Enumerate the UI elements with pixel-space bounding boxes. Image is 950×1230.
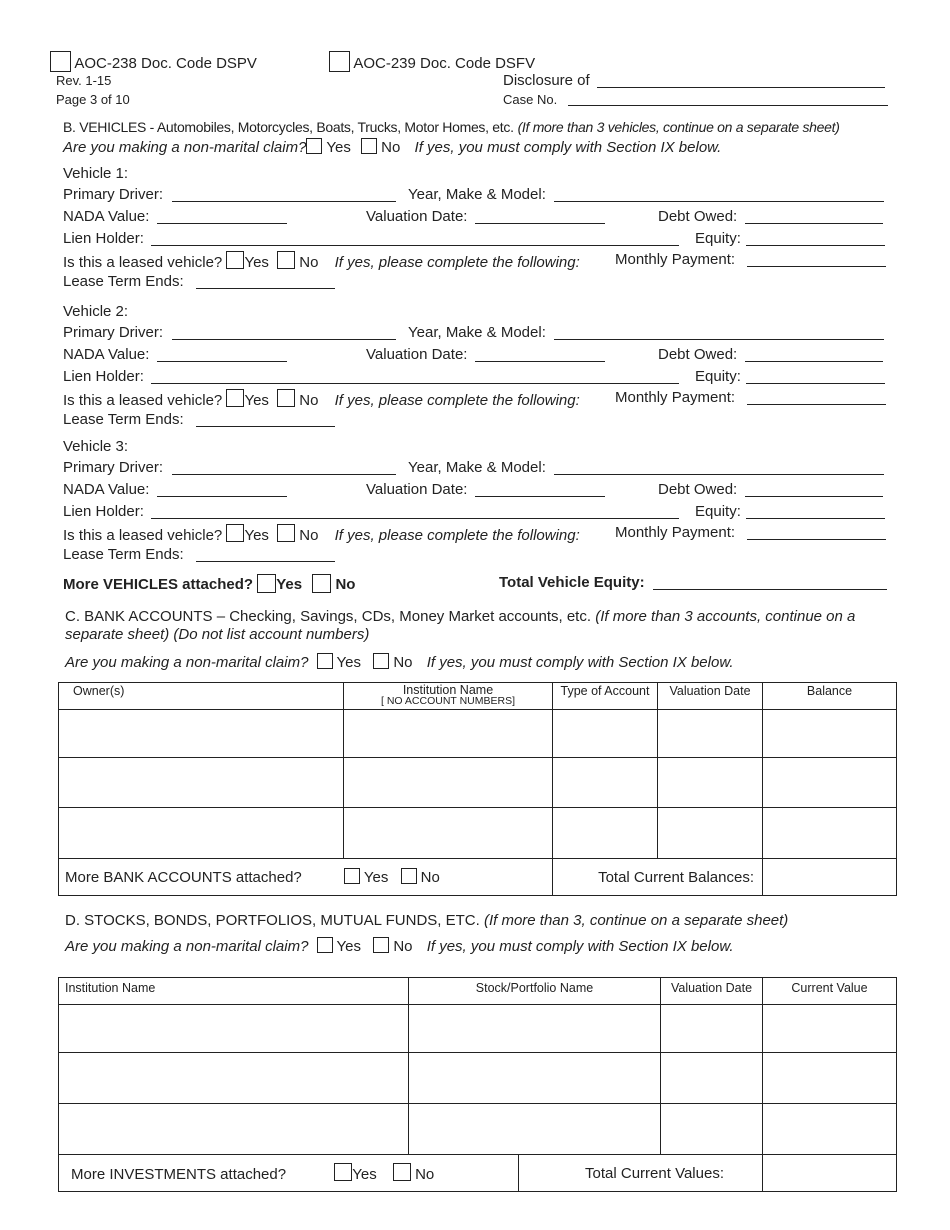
stocks-col-current-value: Current Value bbox=[763, 978, 897, 1005]
leased-yes-label: Yes bbox=[244, 392, 269, 409]
bank-cell[interactable] bbox=[344, 710, 553, 758]
stocks-cell[interactable] bbox=[59, 1005, 409, 1053]
stocks-footer-table bbox=[58, 1154, 897, 1192]
stocks-header-row bbox=[59, 978, 897, 1005]
bank-cell[interactable] bbox=[553, 808, 658, 859]
bank-claim-yes-label: Yes bbox=[336, 654, 361, 671]
form-aoc239 bbox=[329, 51, 535, 72]
leased-no-checkbox[interactable] bbox=[277, 389, 295, 407]
lease-term-ends-label: Lease Term Ends: bbox=[63, 411, 184, 428]
bank-cell[interactable] bbox=[59, 710, 344, 758]
primary-driver-field[interactable] bbox=[172, 474, 396, 475]
bank-cell[interactable] bbox=[553, 710, 658, 758]
form-aoc238-checkbox[interactable] bbox=[50, 51, 71, 72]
debt-owed-field[interactable] bbox=[745, 496, 883, 497]
bank-cell[interactable] bbox=[763, 758, 897, 808]
equity-field[interactable] bbox=[746, 245, 885, 246]
year-make-model-field[interactable] bbox=[554, 474, 884, 475]
bank-claim-no-label: No bbox=[393, 654, 413, 671]
vehicles-heading bbox=[63, 119, 840, 135]
form-aoc239-label: AOC-239 Doc. Code DSFV bbox=[353, 55, 536, 72]
year-make-model-field[interactable] bbox=[554, 339, 884, 340]
more-bank-yes-label: Yes bbox=[363, 869, 389, 886]
bank-cell[interactable] bbox=[59, 808, 344, 859]
total-vehicle-equity-field[interactable] bbox=[653, 589, 887, 590]
monthly-payment-field[interactable] bbox=[747, 404, 886, 405]
nada-value-field[interactable] bbox=[157, 223, 287, 224]
lien-holder-label: Lien Holder: bbox=[63, 368, 144, 385]
disclosure-field[interactable] bbox=[597, 87, 885, 88]
monthly-payment-label: Monthly Payment: bbox=[615, 524, 736, 541]
stocks-note: (If more than 3, continue on a separate sheet) bbox=[483, 912, 789, 929]
bank-title: C. BANK ACCOUNTS – Checking, Savings, CDs, Money Market accounts, etc. bbox=[65, 608, 592, 625]
primary-driver-field[interactable] bbox=[172, 201, 396, 202]
more-vehicles-no-checkbox[interactable] bbox=[312, 574, 331, 593]
stocks-cell[interactable] bbox=[661, 1005, 763, 1053]
lien-holder-field[interactable] bbox=[151, 383, 679, 384]
leased-no-label: No bbox=[299, 254, 319, 271]
table-row bbox=[59, 1104, 897, 1155]
equity-label: Equity: bbox=[695, 503, 741, 520]
leased-note: If yes, please complete the following: bbox=[334, 527, 580, 544]
debt-owed-field[interactable] bbox=[745, 361, 883, 362]
bank-footer-row bbox=[59, 859, 897, 896]
stocks-claim-yes-checkbox[interactable] bbox=[317, 937, 333, 953]
stocks-cell[interactable] bbox=[409, 1005, 661, 1053]
nada-value-label: NADA Value: bbox=[63, 481, 150, 498]
vehicles-claim-yes-checkbox[interactable] bbox=[306, 138, 322, 154]
stocks-claim-note: If yes, you must comply with Section IX below. bbox=[426, 938, 734, 955]
stocks-col-institution: Institution Name bbox=[59, 978, 409, 1005]
vehicles-claim-note: If yes, you must comply with Section IX below. bbox=[414, 139, 722, 156]
bank-col-institution bbox=[344, 683, 553, 710]
bank-cell[interactable] bbox=[658, 710, 763, 758]
debt-owed-label: Debt Owed: bbox=[658, 208, 738, 225]
total-balances-label-cell bbox=[553, 859, 763, 896]
leased-question: Is this a leased vehicle? bbox=[63, 254, 223, 271]
leased-question: Is this a leased vehicle? bbox=[63, 527, 223, 544]
more-investments-label: More INVESTMENTS attached? bbox=[71, 1166, 287, 1183]
lien-holder-label: Lien Holder: bbox=[63, 503, 144, 520]
more-bank-accounts-cell bbox=[59, 859, 553, 896]
leased-no-checkbox[interactable] bbox=[277, 251, 295, 269]
vehicles-note: (If more than 3 vehicles, continue on a separate sheet) bbox=[517, 119, 840, 135]
vehicle-title: Vehicle 3: bbox=[63, 438, 129, 455]
total-balances-cell[interactable] bbox=[763, 859, 897, 896]
more-investments-no-label: No bbox=[415, 1166, 435, 1183]
lease-term-ends-field[interactable] bbox=[196, 561, 335, 562]
primary-driver-label: Primary Driver: bbox=[63, 186, 163, 203]
year-make-model-field[interactable] bbox=[554, 201, 884, 202]
leased-yes-label: Yes bbox=[244, 254, 269, 271]
stocks-heading bbox=[65, 912, 788, 929]
stocks-claim-no-checkbox[interactable] bbox=[373, 937, 389, 953]
stocks-cell[interactable] bbox=[763, 1005, 897, 1053]
form-aoc238 bbox=[50, 51, 257, 72]
more-investments-no-checkbox[interactable] bbox=[393, 1163, 411, 1181]
bank-col-valuation-date: Valuation Date bbox=[658, 683, 763, 710]
page-number: Page 3 of 10 bbox=[56, 92, 130, 107]
total-values-label: Total Current Values: bbox=[585, 1164, 724, 1182]
bank-cell[interactable] bbox=[658, 758, 763, 808]
year-make-model-label: Year, Make & Model: bbox=[408, 186, 546, 203]
table-row bbox=[59, 1005, 897, 1053]
more-vehicles-no-label: No bbox=[335, 576, 356, 593]
lease-term-ends-field[interactable] bbox=[196, 288, 335, 289]
equity-field[interactable] bbox=[746, 383, 885, 384]
leased-no-label: No bbox=[299, 527, 319, 544]
valuation-date-label: Valuation Date: bbox=[366, 208, 468, 225]
bank-claim-no-checkbox[interactable] bbox=[373, 653, 389, 669]
more-bank-yes-checkbox[interactable] bbox=[344, 868, 360, 884]
bank-cell[interactable] bbox=[344, 808, 553, 859]
more-vehicles-yes-checkbox[interactable] bbox=[257, 574, 276, 593]
nada-value-field[interactable] bbox=[157, 496, 287, 497]
monthly-payment-label: Monthly Payment: bbox=[615, 389, 736, 406]
bank-col-type: Type of Account bbox=[553, 683, 658, 710]
case-number-field[interactable] bbox=[568, 105, 888, 106]
nada-value-field[interactable] bbox=[157, 361, 287, 362]
bank-header-row bbox=[59, 683, 897, 710]
monthly-payment-field[interactable] bbox=[747, 539, 886, 540]
vehicle-title: Vehicle 1: bbox=[63, 165, 129, 182]
vehicles-claim-row bbox=[63, 138, 721, 156]
case-label: Case No. bbox=[503, 92, 558, 107]
stocks-cell[interactable] bbox=[661, 1053, 763, 1104]
stocks-cell[interactable] bbox=[763, 1104, 897, 1155]
stocks-claim-yes-label: Yes bbox=[336, 938, 361, 955]
monthly-payment-label: Monthly Payment: bbox=[615, 251, 736, 268]
debt-owed-label: Debt Owed: bbox=[658, 481, 738, 498]
table-row bbox=[59, 710, 897, 758]
more-vehicles-label: More VEHICLES attached? bbox=[63, 576, 254, 593]
valuation-date-label: Valuation Date: bbox=[366, 481, 468, 498]
stocks-footer-row bbox=[59, 1155, 897, 1192]
primary-driver-label: Primary Driver: bbox=[63, 324, 163, 341]
stocks-table bbox=[58, 977, 897, 1155]
more-investments-yes-label: Yes bbox=[352, 1166, 377, 1183]
year-make-model-label: Year, Make & Model: bbox=[408, 459, 546, 476]
leased-row bbox=[63, 251, 580, 271]
valuation-date-field[interactable] bbox=[475, 361, 605, 362]
stocks-cell[interactable] bbox=[59, 1053, 409, 1104]
total-values-label-cell bbox=[519, 1155, 763, 1192]
stocks-claim-question: Are you making a non-marital claim? bbox=[65, 938, 309, 955]
bank-accounts-table bbox=[58, 682, 897, 896]
stocks-title: D. STOCKS, BONDS, PORTFOLIOS, MUTUAL FUNDS, ETC. bbox=[65, 912, 480, 929]
nada-value-label: NADA Value: bbox=[63, 208, 150, 225]
bank-col-institution-label: Institution Name bbox=[402, 683, 494, 697]
table-row bbox=[59, 758, 897, 808]
vehicles-claim-question: Are you making a non-marital claim? bbox=[63, 139, 307, 156]
total-vehicle-equity-label: Total Vehicle Equity: bbox=[499, 574, 645, 591]
year-make-model-label: Year, Make & Model: bbox=[408, 324, 546, 341]
more-bank-accounts-label: More BANK ACCOUNTS attached? bbox=[65, 869, 302, 886]
debt-owed-label: Debt Owed: bbox=[658, 346, 738, 363]
leased-note: If yes, please complete the following: bbox=[334, 392, 580, 409]
leased-no-label: No bbox=[299, 392, 319, 409]
leased-note: If yes, please complete the following: bbox=[334, 254, 580, 271]
primary-driver-field[interactable] bbox=[172, 339, 396, 340]
lien-holder-field[interactable] bbox=[151, 518, 679, 519]
revision: Rev. 1-15 bbox=[56, 73, 112, 88]
form-aoc238-label: AOC-238 Doc. Code DSPV bbox=[74, 55, 257, 72]
vehicles-title: B. VEHICLES - Automobiles, Motorcycles, Boats, Trucks, Motor Homes, etc. bbox=[63, 119, 514, 135]
debt-owed-field[interactable] bbox=[745, 223, 883, 224]
bank-claim-note: If yes, you must comply with Section IX below. bbox=[426, 654, 734, 671]
more-vehicles-yes-label: Yes bbox=[276, 576, 303, 593]
leased-yes-checkbox[interactable] bbox=[226, 389, 244, 407]
equity-label: Equity: bbox=[695, 368, 741, 385]
bank-col-owners: Owner(s) bbox=[59, 683, 344, 710]
bank-cell[interactable] bbox=[658, 808, 763, 859]
stocks-cell[interactable] bbox=[409, 1053, 661, 1104]
bank-cell[interactable] bbox=[763, 710, 897, 758]
total-values-cell[interactable] bbox=[763, 1155, 897, 1192]
stocks-claim-no-label: No bbox=[393, 938, 413, 955]
vehicles-claim-yes-label: Yes bbox=[326, 139, 351, 156]
leased-row bbox=[63, 524, 580, 544]
stocks-col-portfolio: Stock/Portfolio Name bbox=[409, 978, 661, 1005]
bank-claim-yes-checkbox[interactable] bbox=[317, 653, 333, 669]
form-aoc239-checkbox[interactable] bbox=[329, 51, 350, 72]
bank-note: (If more than 3 accounts, continue on a separate sheet) (Do not list account numbers) bbox=[65, 608, 856, 643]
more-investments-yes-checkbox[interactable] bbox=[334, 1163, 352, 1181]
leased-yes-checkbox[interactable] bbox=[226, 251, 244, 269]
valuation-date-field[interactable] bbox=[475, 496, 605, 497]
leased-row bbox=[63, 389, 580, 409]
bank-claim-row bbox=[65, 653, 734, 671]
lease-term-ends-field[interactable] bbox=[196, 426, 335, 427]
more-bank-no-label: No bbox=[420, 869, 440, 886]
bank-cell[interactable] bbox=[763, 808, 897, 859]
valuation-date-field[interactable] bbox=[475, 223, 605, 224]
nada-value-label: NADA Value: bbox=[63, 346, 150, 363]
lease-term-ends-label: Lease Term Ends: bbox=[63, 273, 184, 290]
disclosure-label: Disclosure of bbox=[503, 72, 590, 89]
bank-claim-question: Are you making a non-marital claim? bbox=[65, 654, 309, 671]
primary-driver-label: Primary Driver: bbox=[63, 459, 163, 476]
vehicle-title: Vehicle 2: bbox=[63, 303, 129, 320]
bank-heading bbox=[65, 608, 885, 644]
more-bank-no-checkbox[interactable] bbox=[401, 868, 417, 884]
bank-col-institution-sub: [ NO ACCOUNT NUMBERS] bbox=[381, 695, 515, 707]
more-investments-cell bbox=[59, 1155, 519, 1192]
leased-yes-checkbox[interactable] bbox=[226, 524, 244, 542]
bank-col-balance: Balance bbox=[763, 683, 897, 710]
leased-question: Is this a leased vehicle? bbox=[63, 392, 223, 409]
lease-term-ends-label: Lease Term Ends: bbox=[63, 546, 184, 563]
bank-cell[interactable] bbox=[344, 758, 553, 808]
vehicles-claim-no-checkbox[interactable] bbox=[361, 138, 377, 154]
valuation-date-label: Valuation Date: bbox=[366, 346, 468, 363]
total-balances-label: Total Current Balances: bbox=[598, 868, 754, 886]
lien-holder-label: Lien Holder: bbox=[63, 230, 144, 247]
leased-no-checkbox[interactable] bbox=[277, 524, 295, 542]
stocks-cell[interactable] bbox=[763, 1053, 897, 1104]
monthly-payment-field[interactable] bbox=[747, 266, 886, 267]
stocks-cell[interactable] bbox=[59, 1104, 409, 1155]
table-row bbox=[59, 808, 897, 859]
stocks-col-valuation-date: Valuation Date bbox=[661, 978, 763, 1005]
more-vehicles-row bbox=[63, 574, 355, 593]
bank-cell[interactable] bbox=[59, 758, 344, 808]
stocks-cell[interactable] bbox=[409, 1104, 661, 1155]
bank-cell[interactable] bbox=[553, 758, 658, 808]
stocks-claim-row bbox=[65, 937, 734, 955]
equity-label: Equity: bbox=[695, 230, 741, 247]
stocks-cell[interactable] bbox=[661, 1104, 763, 1155]
equity-field[interactable] bbox=[746, 518, 885, 519]
leased-yes-label: Yes bbox=[244, 527, 269, 544]
vehicles-claim-no-label: No bbox=[381, 139, 401, 156]
table-row bbox=[59, 1053, 897, 1104]
lien-holder-field[interactable] bbox=[151, 245, 679, 246]
